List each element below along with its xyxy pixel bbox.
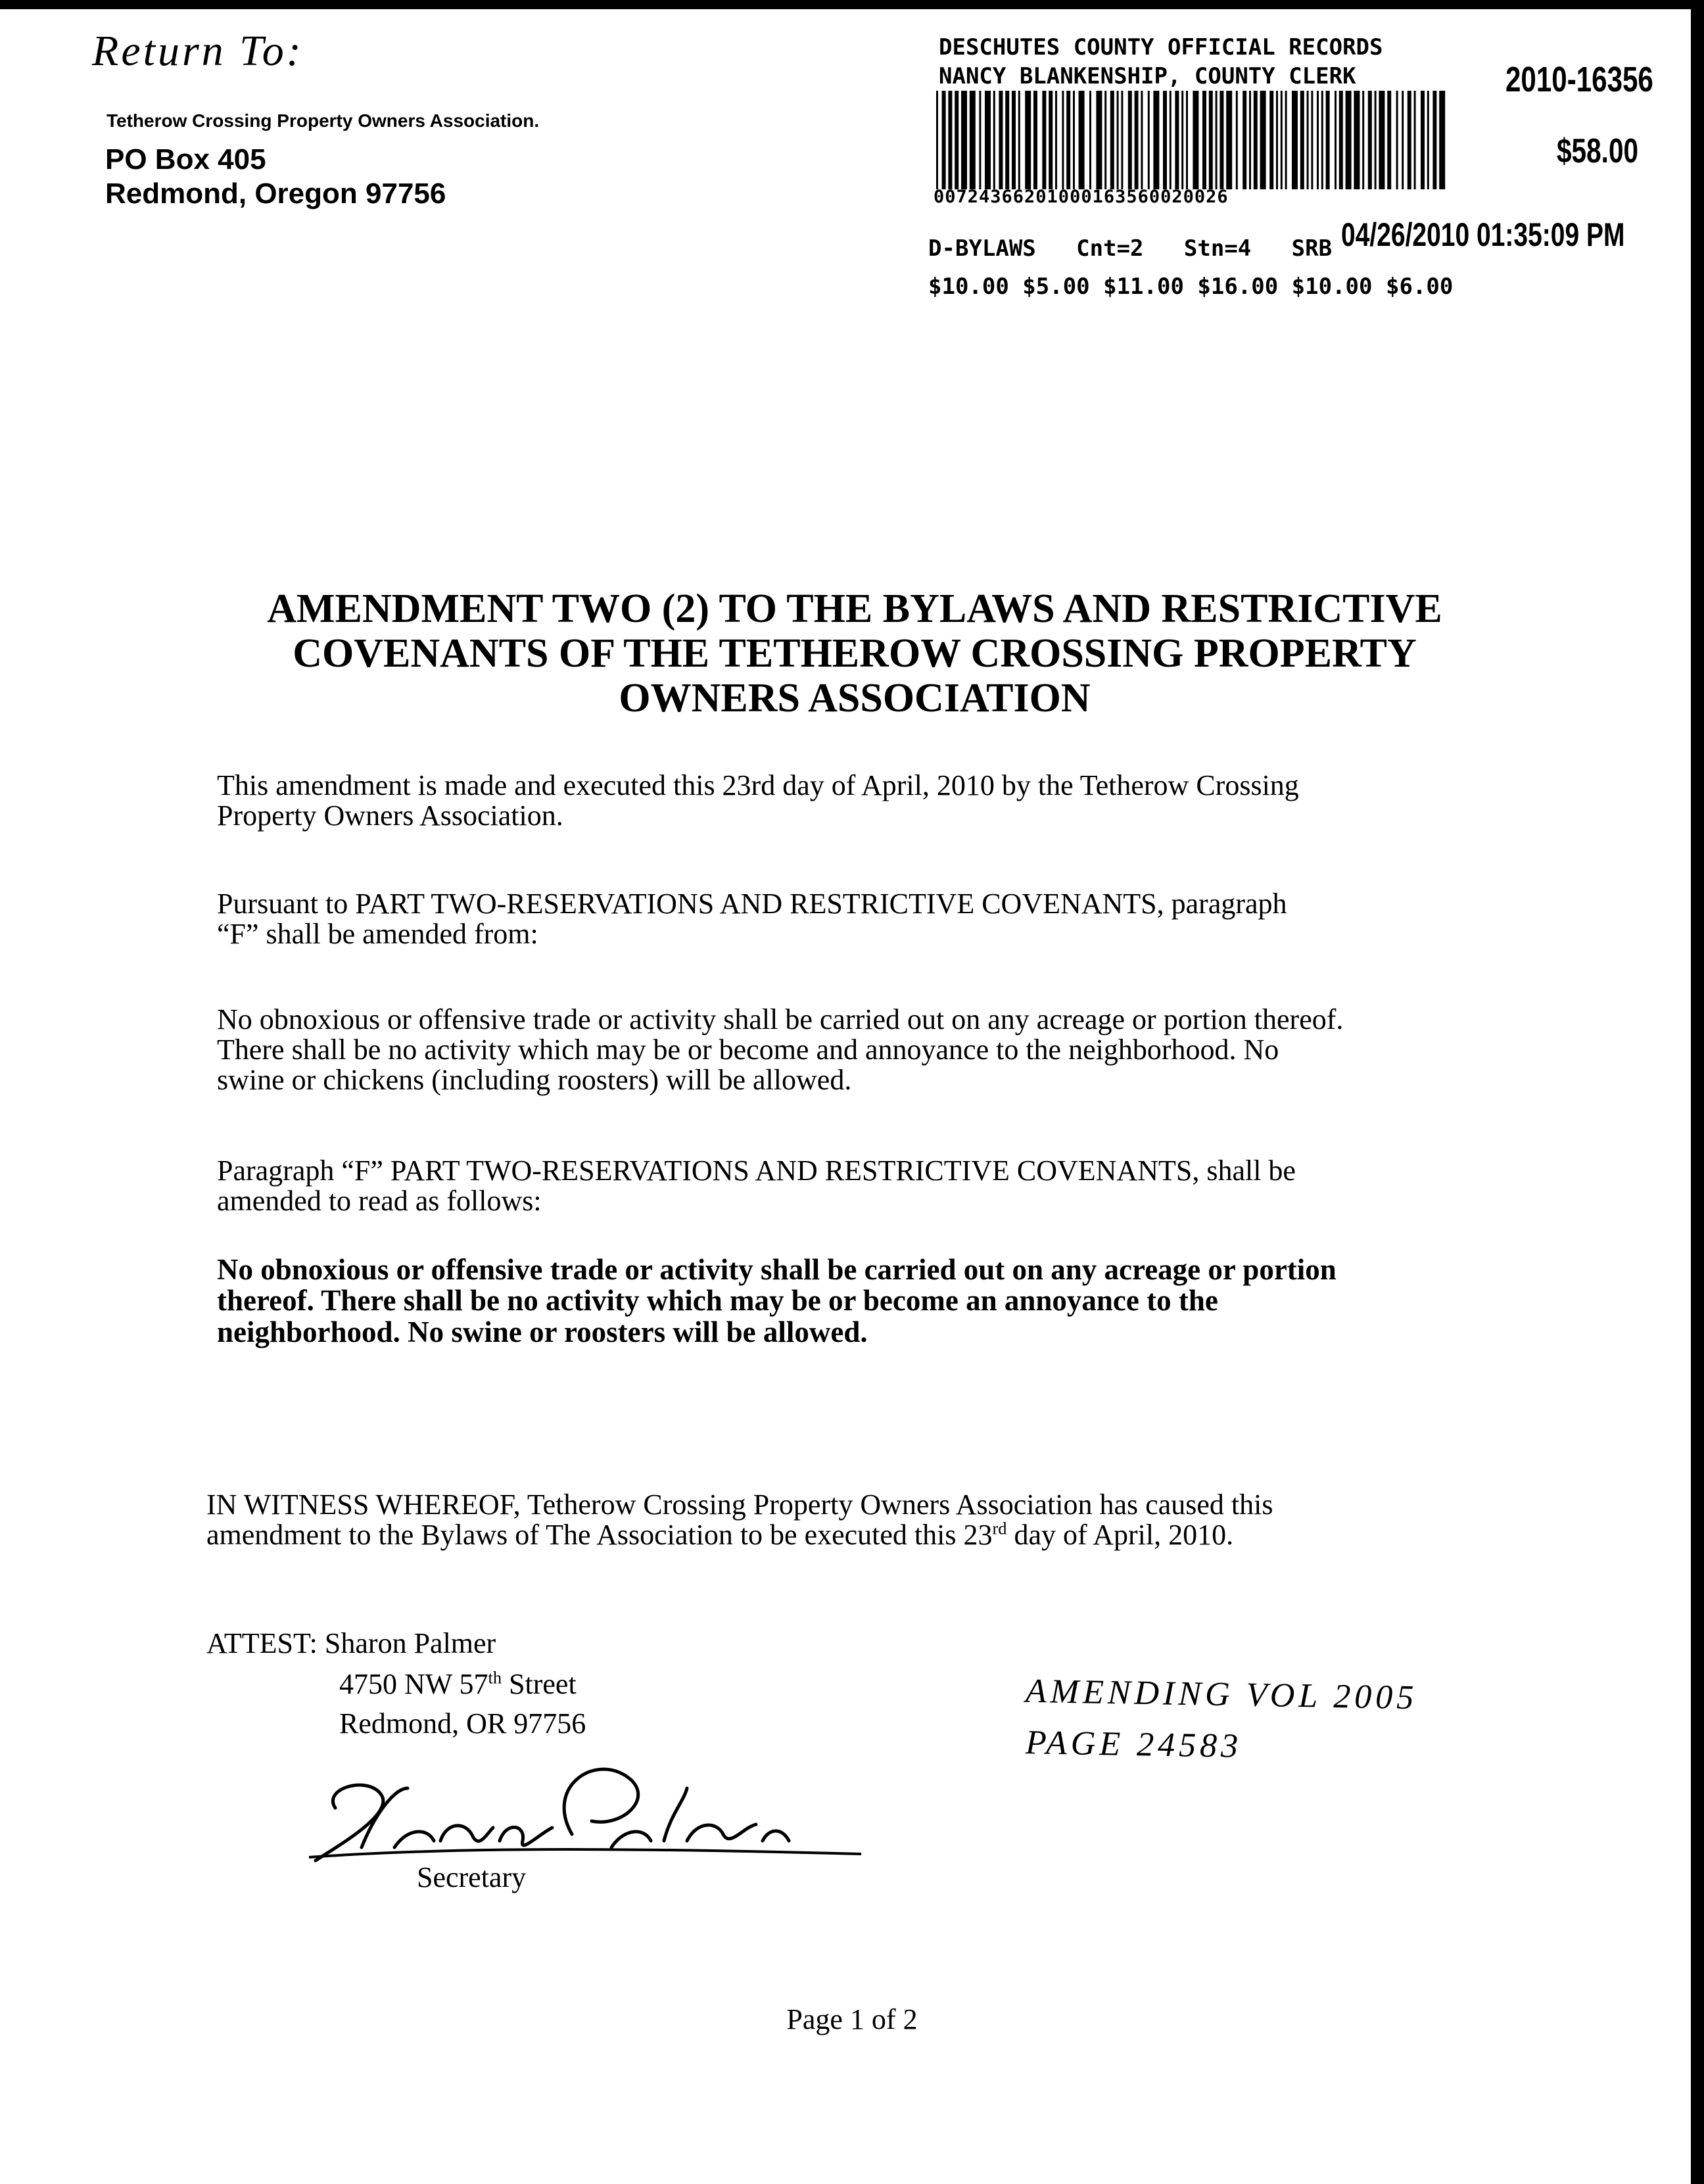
barcode-bar [1202, 91, 1206, 189]
barcode-bar [1339, 91, 1343, 189]
paragraph-line: “F” shall be amended from: [217, 918, 538, 951]
barcode-bar [1408, 91, 1411, 189]
barcode-bar [1249, 91, 1251, 189]
barcode-bar [1219, 91, 1223, 189]
barcode-bar [1432, 91, 1436, 189]
barcode-bar [1062, 91, 1064, 189]
scan-border-right [1691, 0, 1704, 2184]
ordinal-suffix: th [488, 1667, 502, 1688]
paragraph-line [206, 1520, 1456, 1550]
barcode-bar [1163, 91, 1167, 189]
barcode-bar [970, 91, 976, 189]
barcode-bar [1153, 91, 1159, 189]
barcode-bar [1311, 91, 1313, 189]
paragraph-f-intro [217, 1156, 1466, 1216]
barcode-bar [1121, 91, 1123, 189]
barcode-bar [942, 91, 946, 189]
barcode-bar [1396, 91, 1398, 189]
barcode-bar [1317, 91, 1319, 189]
paragraph-line: IN WITNESS WHEREOF, Tetherow Crossing Property Owners Association has caused this [206, 1488, 1273, 1521]
return-organization: Tetherow Crossing Property Owners Association. [106, 110, 540, 131]
barcode-bar [1216, 91, 1218, 189]
barcode-bar [999, 91, 1003, 189]
barcode-bar [1321, 91, 1323, 189]
barcode-digits: 00724366201000163560020026 [934, 187, 1229, 207]
paragraph-line: No obnoxious or offensive trade or activity shall be carried out on any acreage or portion [217, 1253, 1337, 1286]
return-po-box: PO Box 405 [105, 143, 266, 176]
barcode-bar [1096, 91, 1102, 189]
paragraph-line: Paragraph “F” PART TWO-RESERVATIONS AND RESTRICTIVE COVENANTS, shall be [217, 1154, 1296, 1187]
barcode-bar [1104, 91, 1106, 189]
barcode-bar [955, 91, 958, 189]
barcode-bar [1379, 91, 1384, 189]
barcode-bar [1012, 91, 1016, 189]
paragraph-line: No obnoxious or offensive trade or activity shall be carried out on any acreage or portion thereof. [217, 1003, 1344, 1035]
barcode-bar [1285, 91, 1287, 189]
barcode-bar [1049, 91, 1053, 189]
attest-name: ATTEST: Sharon Palmer [206, 1627, 496, 1659]
barcode-bar [1402, 91, 1404, 189]
barcode-bar [1055, 91, 1057, 189]
barcode-bar [1089, 91, 1091, 189]
barcode-bar [1135, 91, 1139, 189]
barcode-bar [1254, 91, 1258, 189]
title-line: COVENANTS OF THE TETHEROW CROSSING PROPERTY [293, 631, 1417, 677]
barcode-bar [1300, 91, 1304, 189]
barcode-bar [1042, 91, 1046, 189]
barcode-bar [1346, 91, 1352, 189]
paragraph-line: There shall be no activity which may be or become and annoyance to the neighborhood. No [217, 1033, 1279, 1066]
barcode-bar [1033, 91, 1037, 189]
street-text: 4750 NW 57 [339, 1668, 488, 1700]
scan-border-top [0, 0, 1704, 9]
barcode-bar [1326, 91, 1330, 189]
ordinal-suffix: rd [992, 1518, 1007, 1538]
barcode-bar [1226, 91, 1232, 189]
barcode-bar [985, 91, 991, 189]
barcode-bar [1292, 91, 1298, 189]
stamp-fee-breakdown: $10.00 $5.00 $11.00 $16.00 $10.00 $6.00 [928, 273, 1454, 300]
barcode-bar [1148, 91, 1150, 189]
signer-role: Secretary [417, 1861, 527, 1893]
witness-text: day of April, 2010. [1006, 1519, 1234, 1552]
barcode-bar [1414, 91, 1416, 189]
handwritten-amending-volume: AMENDING VOL 2005 [1025, 1672, 1418, 1717]
barcode-bar [1307, 91, 1309, 189]
barcode-bar [1079, 91, 1085, 189]
barcode [934, 91, 1453, 189]
barcode-bar [1375, 91, 1377, 189]
barcode-bar [1175, 91, 1179, 189]
original-text-paragraph [217, 1005, 1466, 1096]
barcode-bar [1005, 91, 1009, 189]
stamp-county-clerk: NANCY BLANKENSHIP, COUNTY CLERK [939, 63, 1356, 89]
barcode-bar [1170, 91, 1172, 189]
handwritten-page-reference: PAGE 24583 [1025, 1724, 1242, 1765]
document-title [131, 586, 1578, 721]
barcode-bar [1209, 91, 1213, 189]
paragraph-line: This amendment is made and executed this 23rd day of April, 2010 by the Tetherow Crossing [217, 769, 1299, 801]
barcode-bar [1025, 91, 1031, 189]
barcode-bar [1073, 91, 1075, 189]
street-text: Street [502, 1668, 577, 1700]
paragraph-line: Pursuant to PART TWO-RESERVATIONS AND RESTRICTIVE COVENANTS, paragraph [217, 888, 1287, 920]
barcode-bar [1362, 91, 1364, 189]
barcode-bar [1387, 91, 1391, 189]
paragraph-line: neighborhood. No swine or roosters will be allowed. [217, 1315, 868, 1348]
page-number: Page 1 of 2 [786, 2003, 918, 2035]
paragraph-line: amended to read as follows: [217, 1185, 542, 1218]
barcode-bar [979, 91, 981, 189]
barcode-bar [1018, 91, 1020, 189]
amended-text-paragraph [217, 1254, 1466, 1348]
barcode-bar [1368, 91, 1372, 189]
paragraph-line: Property Owners Association. [217, 799, 563, 832]
paragraph-line: swine or chickens (including roosters) will be allowed. [217, 1064, 852, 1097]
pursuant-paragraph [217, 889, 1466, 949]
paragraph-line: thereof. There shall be no activity which may be or become an annoyance to the [217, 1284, 1218, 1318]
barcode-bar [1181, 91, 1183, 189]
title-line: OWNERS ASSOCIATION [619, 676, 1091, 721]
witness-text: amendment to the Bylaws of The Association to be executed this 23 [206, 1519, 993, 1552]
barcode-bar [1110, 91, 1114, 189]
barcode-bar [961, 91, 967, 189]
barcode-bar [1242, 91, 1246, 189]
barcode-bar [993, 91, 995, 189]
attest-street [339, 1667, 577, 1701]
title-line: AMENDMENT TWO (2) TO THE BYLAWS AND RESTRICTIVE [267, 586, 1442, 631]
barcode-bar [1128, 91, 1132, 189]
barcode-bar [1269, 91, 1273, 189]
barcode-bar [1066, 91, 1070, 189]
barcode-bar [1281, 91, 1283, 189]
barcode-bar [1141, 91, 1143, 189]
barcode-bar [948, 91, 952, 189]
barcode-bar [936, 91, 938, 189]
barcode-bar [1427, 91, 1429, 189]
barcode-bar [1439, 91, 1445, 189]
barcode-bar [1193, 91, 1198, 189]
return-city-state-zip: Redmond, Oregon 97756 [105, 178, 446, 210]
stamp-codes: D-BYLAWS Cnt=2 Stn=4 SRB [928, 235, 1333, 262]
intro-paragraph [217, 771, 1466, 831]
barcode-bar [1236, 91, 1238, 189]
barcode-bar [1421, 91, 1425, 189]
barcode-bar [1276, 91, 1278, 189]
barcode-bar [1117, 91, 1119, 189]
handwritten-signature [283, 1749, 874, 1880]
barcode-bar [1354, 91, 1360, 189]
stamp-county-records: DESCHUTES COUNTY OFFICIAL RECORDS [939, 34, 1383, 60]
barcode-bar [1260, 91, 1266, 189]
document-number: 2010-16356 [1505, 60, 1653, 99]
recording-datetime: 04/26/2010 01:35:09 PM [1341, 216, 1625, 253]
handwritten-return-to: Return To: [92, 27, 304, 75]
barcode-bar [1335, 91, 1337, 189]
attest-city: Redmond, OR 97756 [339, 1707, 586, 1740]
fee-total: $58.00 [1557, 132, 1639, 170]
witness-paragraph [206, 1490, 1456, 1550]
barcode-bar [1186, 91, 1188, 189]
